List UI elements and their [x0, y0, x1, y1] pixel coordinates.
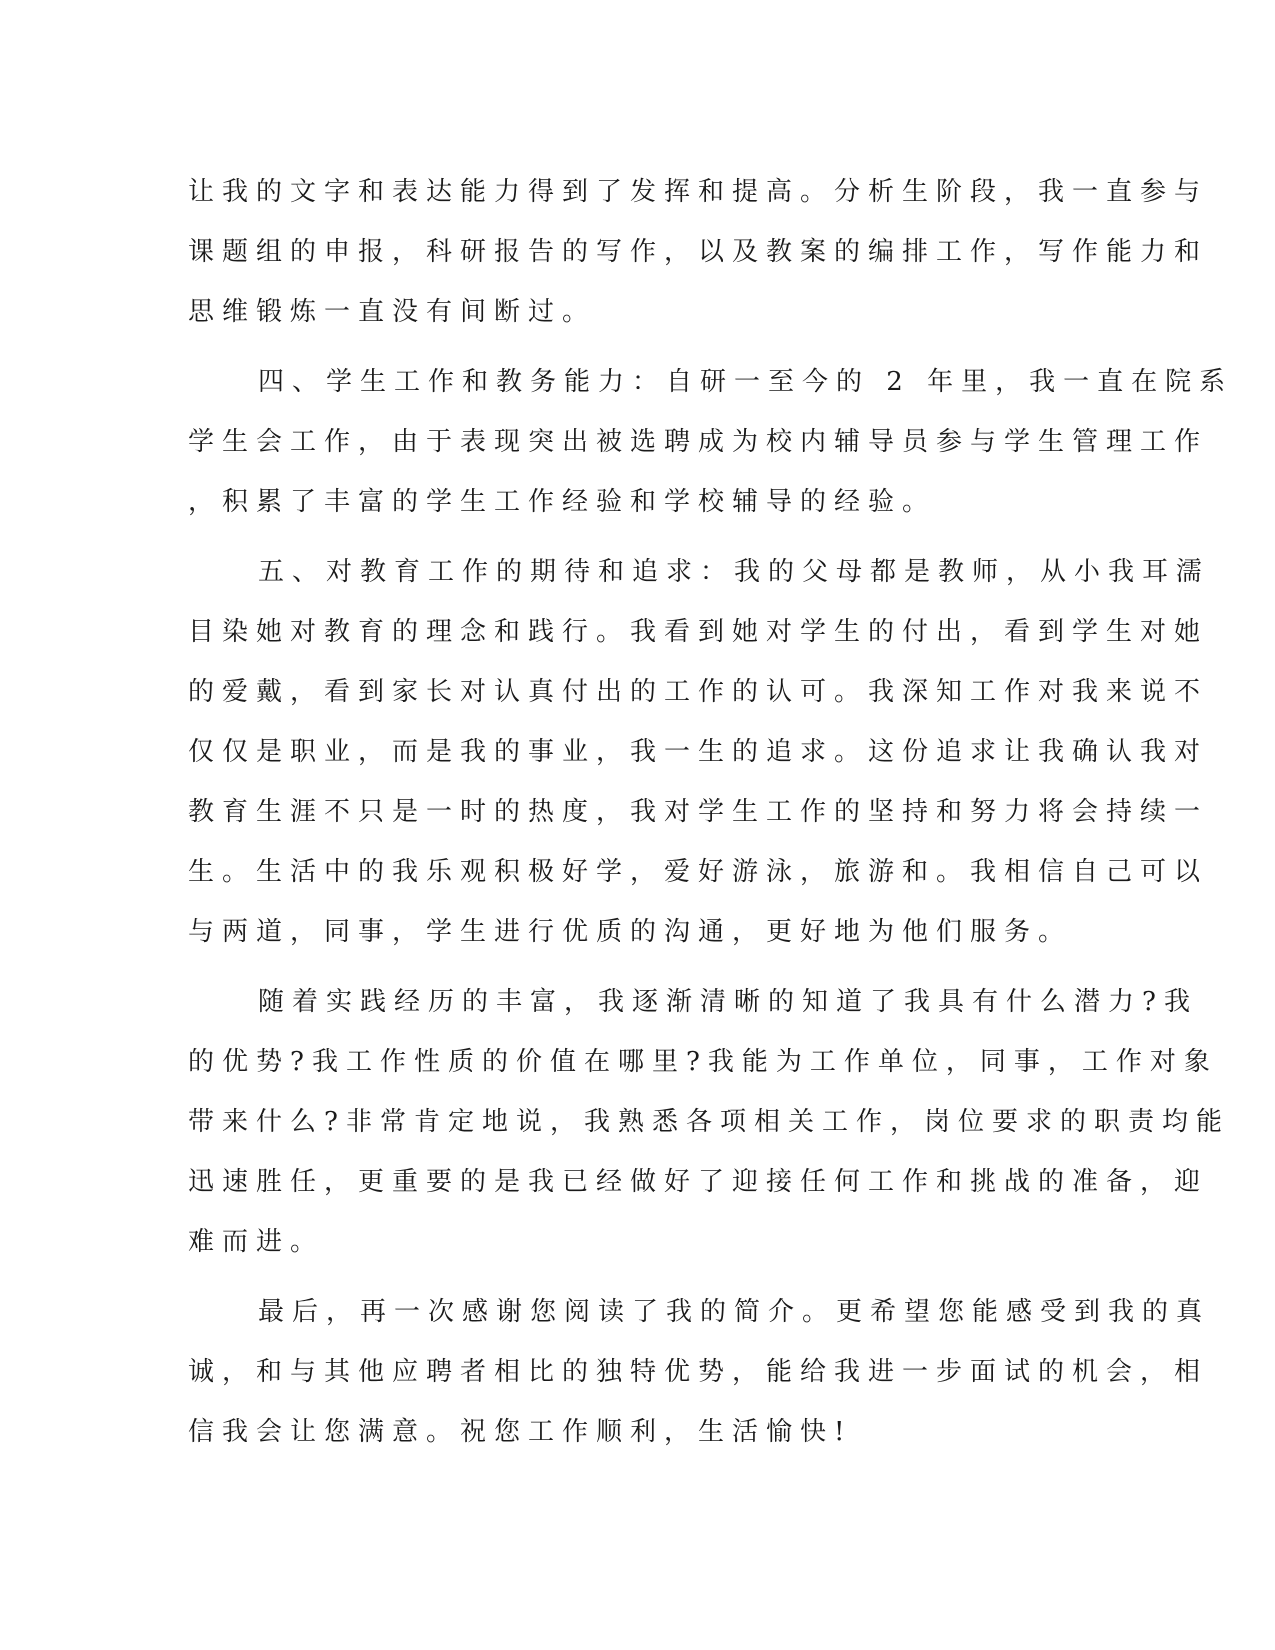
text-line: 课题组的申报，科研报告的写作，以及教案的编排工作，写作能力和 — [188, 237, 1209, 267]
text-line: 让我的文字和表达能力得到了发挥和提高。分析生阶段，我一直参与 — [188, 177, 1209, 207]
text-line: 迅速胜任，更重要的是我已经做好了迎接任何工作和挑战的准备，迎 — [188, 1167, 1209, 1197]
text-line: 教育生涯不只是一时的热度，我对学生工作的坚持和努力将会持续一 — [188, 797, 1209, 827]
paragraph-education-pursuit — [188, 542, 1211, 962]
text-line: 目染她对教育的理念和践行。我看到她对学生的付出，看到学生对她 — [188, 617, 1209, 647]
text-line: 与两道，同事，学生进行优质的沟通，更好地为他们服务。 — [188, 917, 1073, 947]
text-line: ，积累了丰富的学生工作经验和学校辅导的经验。 — [188, 487, 937, 517]
text-line: 仅仅是职业，而是我的事业，我一生的追求。这份追求让我确认我对 — [188, 737, 1209, 767]
text-line: 最后，再一次感谢您阅读了我的简介。更希望您能感受到我的真 — [258, 1297, 1211, 1327]
text-line: 带来什么?非常肯定地说，我熟悉各项相关工作，岗位要求的职责均能 — [188, 1107, 1230, 1137]
text-line: 五、对教育工作的期待和追求：我的父母都是教师，从小我耳濡 — [258, 557, 1211, 587]
text-line: 的爱戴，看到家长对认真付出的工作的认可。我深知工作对我来说不 — [188, 677, 1209, 707]
paragraph-closing — [188, 1282, 1211, 1462]
paragraph-writing-ability — [188, 162, 1209, 342]
paragraph-potential — [188, 972, 1230, 1272]
text-line: 四、学生工作和教务能力：自研一至今的 2 年里，我一直在院系 — [258, 367, 1234, 397]
text-line: 诚，和与其他应聘者相比的独特优势，能给我进一步面试的机会，相 — [188, 1357, 1209, 1387]
text-line: 学生会工作，由于表现突出被选聘成为校内辅导员参与学生管理工作 — [188, 427, 1209, 457]
text-line: 思维锻炼一直没有间断过。 — [188, 297, 597, 327]
text-line: 难而进。 — [188, 1227, 325, 1257]
text-line: 随着实践经历的丰富，我逐渐清晰的知道了我具有什么潜力?我 — [258, 987, 1198, 1017]
document-body — [188, 162, 1234, 1472]
text-line: 信我会让您满意。祝您工作顺利，生活愉快! — [188, 1417, 853, 1447]
text-line: 的优势?我工作性质的价值在哪里?我能为工作单位，同事，工作对象 — [188, 1047, 1218, 1077]
text-line: 生。生活中的我乐观积极好学，爱好游泳，旅游和。我相信自己可以 — [188, 857, 1209, 887]
paragraph-student-work — [188, 352, 1234, 532]
